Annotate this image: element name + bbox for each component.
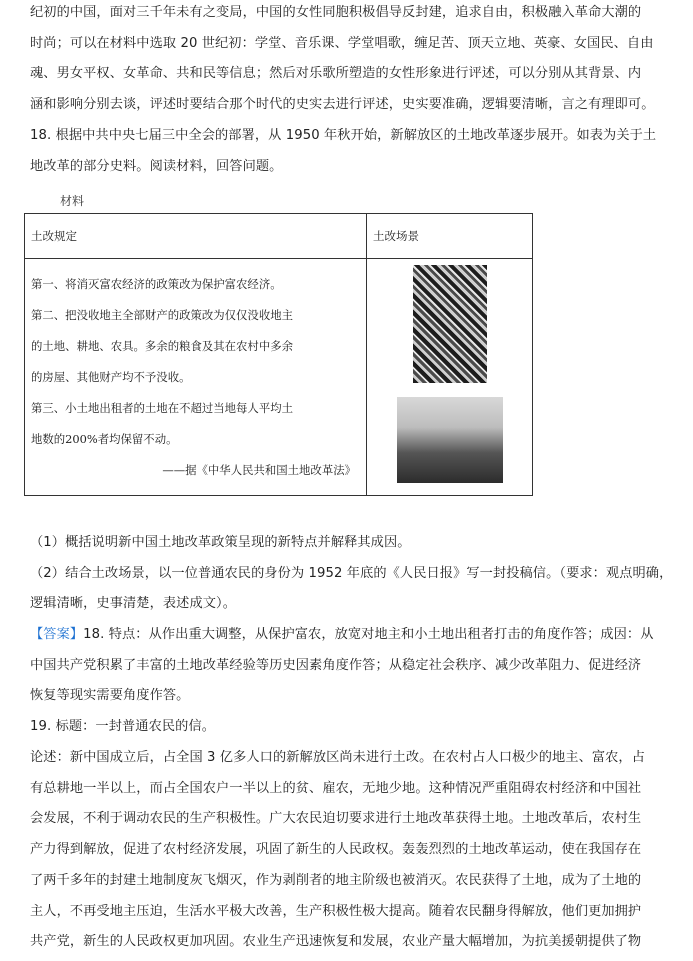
land-reform-photo-image <box>397 397 503 483</box>
answer-text: 18. 特点：从作出重大调整，从保护富农，放宽对地主和小土地出租者打击的角度作答；成因：从 <box>83 627 654 642</box>
intro-line: 纪初的中国，面对三千年未有之变局，中国的女性同胞积极倡导反封建，追求自由，积极融入革命大潮的 <box>30 5 642 20</box>
rule-text: 第二、把没收地主全部财产的政策改为仅仅没收地主 <box>31 308 293 322</box>
answer-line: 共产党，新生的人民政权更加巩固。农业生产迅速恢复和发展，农业产量大幅增加，为抗美援朝提供了物 <box>30 934 642 949</box>
table-header-scenes: 土改场景 <box>367 214 533 259</box>
answer-tag: 【答案】 <box>30 627 84 642</box>
scenes-cell <box>367 259 533 496</box>
rule-text: 第一、将消灭富农经济的政策改为保护富农经济。 <box>31 277 282 291</box>
sub-question: 逻辑清晰，史事清楚，表述成文）。 <box>30 596 236 611</box>
rule-text: 地数的200%者均保留不动。 <box>31 432 178 446</box>
intro-line: 涵和影响分别去谈，评述时要结合那个时代的史实去进行评述，史实要准确，逻辑要清晰，言之有理即可。 <box>30 97 655 112</box>
rules-cell <box>25 259 367 496</box>
answer-line: 恢复等现实需要角度作答。 <box>30 688 190 703</box>
rule-text: 的房屋、其他财产均不予没收。 <box>31 370 191 384</box>
answer-line: 产力得到解放，促进了农村经济发展，巩固了新生的人民政权。轰轰烈烈的土地改革运动，使在我国存在 <box>30 842 642 857</box>
question-18-stem: 18. 根据中共中央七届三中全会的部署，从 1950 年秋开始，新解放区的土地改革逐步展开。如表为关于土 <box>30 128 657 143</box>
answer-line: 19. 标题：一封普通农民的信。 <box>30 719 216 734</box>
sub-question: （1）概括说明新中国土地改革政策呈现的新特点并解释其成因。 <box>30 535 411 550</box>
rule-text: 的土地、耕地、农具。多余的粮食及其在农村中多余 <box>31 339 293 353</box>
answer-line: 中国共产党积累了丰富的土地改革经验等历史因素角度作答；从稳定社会秩序、减少改革阻力、促进经济 <box>30 658 642 673</box>
answer-line: 有总耕地一半以上，而占全国农户一半以上的贫、雇农，无地少地。这种情况严重阻碍农村经济和中国社 <box>30 781 642 796</box>
rules-source: ——据《中华人民共和国土地改革法》 <box>162 463 356 477</box>
answer-line: 会发展，不利于调动农民的生产积极性。广大农民迫切要求进行土地改革获得土地。土地改革后，农村生 <box>30 811 642 826</box>
answer-line: 论述：新中国成立后，占全国 3 亿多人口的新解放区尚未进行土改。在农村占人口极少的地主、富农，占 <box>30 750 646 765</box>
rule-text: 第三、小土地出租者的土地在不超过当地每人平均土 <box>31 401 293 415</box>
answer-line <box>30 625 654 645</box>
land-reform-table <box>24 213 533 496</box>
intro-line: 时尚；可以在材料中选取 20 世纪初：学堂、音乐课、学堂唱歌，缠足苦、顶天立地、英豪、女国民、自由 <box>30 36 654 51</box>
land-reform-woodcut-image <box>413 265 487 383</box>
answer-line: 了两千多年的封建土地制度灰飞烟灭，作为剥削者的地主阶级也被消灭。农民获得了土地，成为了土地的 <box>30 873 642 888</box>
sub-question: （2）结合土改场景，以一位普通农民的身份为 1952 年底的《人民日报》写一封投稿信。（要求：观点明确， <box>30 566 673 581</box>
table-header-rules: 土改规定 <box>25 214 367 259</box>
material-label: 材料 <box>60 194 85 208</box>
intro-line: 魂、男女平权、女革命、共和民等信息；然后对乐歌所塑造的女性形象进行评述，可以分别从其背景、内 <box>30 66 642 81</box>
question-18-stem: 地改革的部分史料。阅读材料，回答问题。 <box>30 159 283 174</box>
answer-line: 主人，不再受地主压迫，生活水平极大改善，生产积极性极大提高。随着农民翻身得解放，他们更加拥护 <box>30 904 642 919</box>
